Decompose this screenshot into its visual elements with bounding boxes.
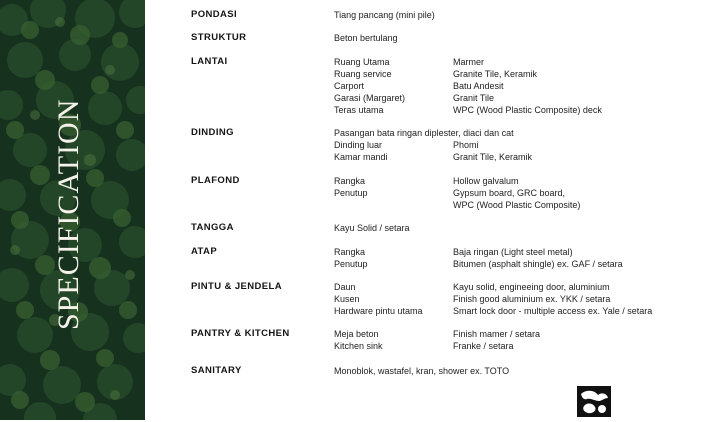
part-label: Meja beton — [334, 329, 379, 339]
logo-mark — [577, 386, 611, 417]
material-label: Bitumen (asphalt shingle) ex. GAF / setara — [453, 259, 623, 269]
part-label: Rangka — [334, 176, 366, 186]
part-label: Kusen — [334, 294, 360, 304]
part-label: Daun — [334, 282, 356, 292]
spec-value: Kayu Solid / setara — [334, 223, 410, 233]
part-column — [334, 246, 368, 270]
material-label: Finish mamer / setara — [453, 329, 541, 339]
material-column — [453, 328, 540, 352]
material-label: Hollow galvalum — [453, 176, 519, 186]
material-label: Granite Tile, Keramik — [453, 69, 538, 79]
material-label: Granit Tile, Keramik — [453, 152, 533, 162]
material-label: Finish good aluminium ex. YKK / setara — [453, 294, 611, 304]
part-column — [334, 281, 423, 317]
part-label: Dinding luar — [334, 140, 383, 150]
category-label: DINDING — [191, 127, 234, 138]
part-label: Hardware pintu utama — [334, 306, 423, 316]
part-label: Rangka — [334, 247, 366, 257]
part-label: Penutup — [334, 188, 368, 198]
part-column — [334, 56, 405, 116]
material-label: Marmer — [453, 57, 484, 67]
material-label: Granit Tile — [453, 93, 495, 103]
category-label: ATAP — [191, 246, 218, 257]
material-column — [453, 139, 532, 163]
spec-value: Pasangan bata ringan diplester, diaci dan cat — [334, 128, 514, 138]
part-label: Penutup — [334, 259, 368, 269]
category-label: TANGGA — [191, 222, 234, 233]
material-label: Smart lock door - multiple access ex. Yale / setara — [453, 306, 653, 316]
material-label: Kayu solid, engineeing door, aluminium — [453, 282, 610, 292]
part-column — [334, 328, 383, 352]
category-label: LANTAI — [191, 56, 228, 67]
material-label: Baja ringan (Light steel metal) — [453, 247, 573, 257]
vertical-title: SPECIFICATION — [52, 98, 85, 330]
material-label: WPC (Wood Plastic Composite) deck — [453, 105, 602, 115]
category-label: PLAFOND — [191, 175, 240, 186]
category-label: PONDASI — [191, 9, 238, 20]
category-label: PINTU & JENDELA — [191, 281, 282, 292]
part-label: Kamar mandi — [334, 152, 388, 162]
category-label: SANITARY — [191, 365, 242, 376]
material-label: Franke / setara — [453, 341, 514, 351]
spec-value: Monoblok, wastafel, kran, shower ex. TOTO — [334, 366, 510, 376]
part-label: Carport — [334, 81, 365, 91]
material-column — [453, 246, 623, 270]
brand-logo-icon — [577, 386, 611, 417]
spec-value: Tiang pancang (mini pile) — [334, 10, 435, 20]
material-label: Batu Andesit — [453, 81, 504, 91]
category-label: STRUKTUR — [191, 32, 247, 43]
part-label: Garasi (Margaret) — [334, 93, 406, 103]
material-label: WPC (Wood Plastic Composite) — [453, 200, 581, 210]
material-column — [453, 56, 602, 116]
material-column — [453, 281, 652, 317]
spec-value: Beton bertulang — [334, 33, 398, 43]
material-label: Gypsum board, GRC board, — [453, 188, 566, 198]
part-label: Teras utama — [334, 105, 384, 115]
category-label: PANTRY & KITCHEN — [191, 328, 290, 339]
part-column — [334, 175, 368, 199]
part-label: Ruang Utama — [334, 57, 390, 67]
material-label: Phomi — [453, 140, 479, 150]
part-label: Ruang service — [334, 69, 392, 79]
material-column — [453, 175, 580, 211]
part-label: Kitchen sink — [334, 341, 383, 351]
